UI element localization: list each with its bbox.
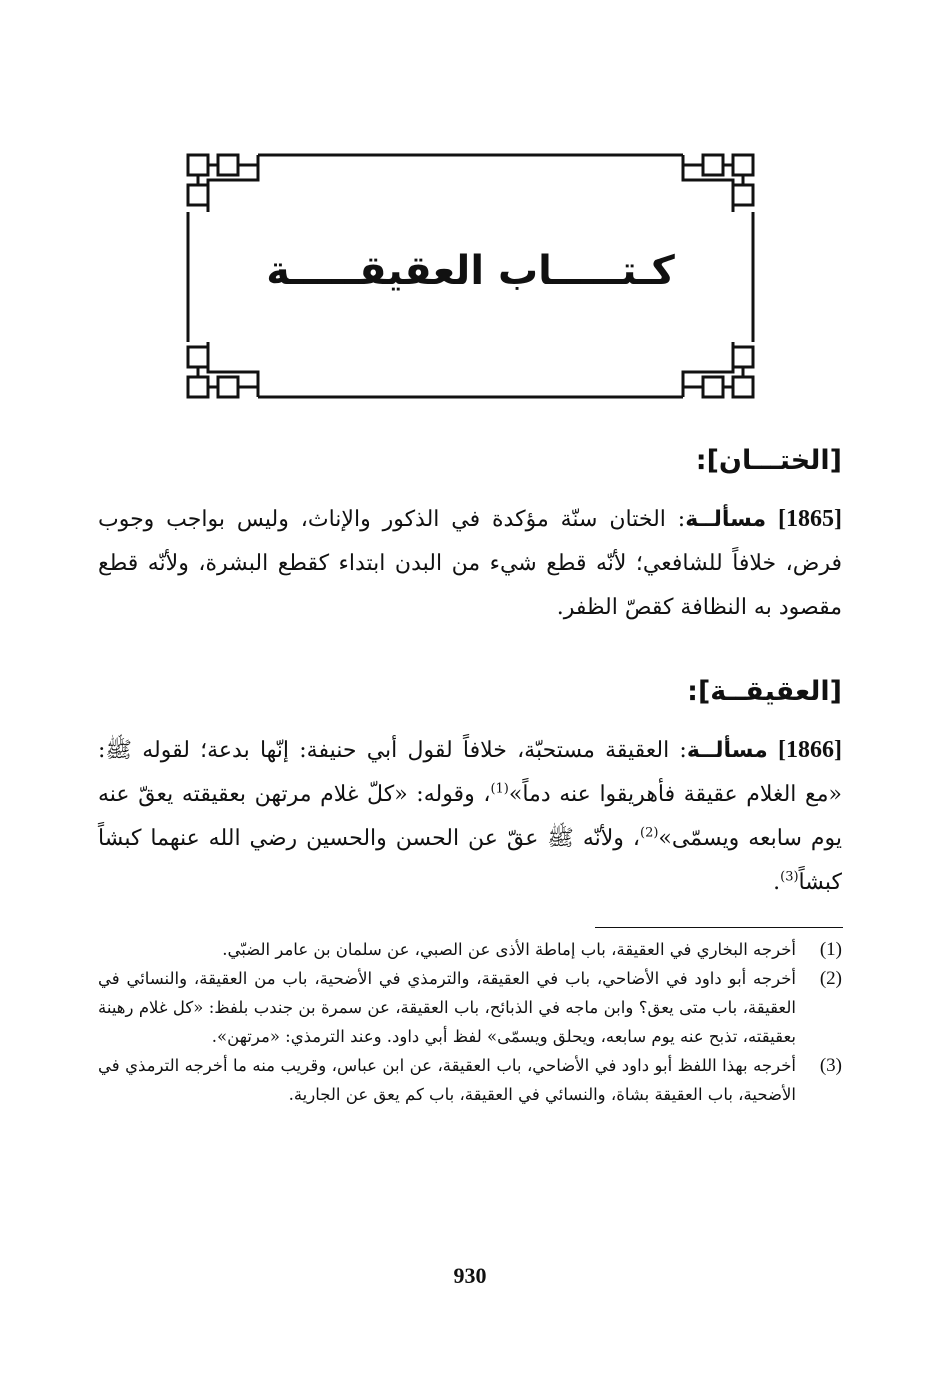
section-heading-circumcision: [الختـــان]: [695,445,842,476]
issue-keyword: مسألــة [686,738,768,763]
issue-keyword: مسألــة [685,507,767,532]
footnote-text: أخرجه بهذا اللفظ أبو داود في الأضاحي، باب العقيقة، عن ابن عباس، وقريب منه ما أخرجه الترمذي في الأضحية، باب العقيقة بشاة، والنسائي في العقيقة، باب كم يعق عن الجارية. [98,1056,796,1104]
footnote-item [98,935,842,964]
footnote-text: أخرجه أبو داود في الأضاحي، باب في العقيقة، والترمذي في الأضحية، باب من العقيقة، والنسائي في العقيقة، باب متى يعق؟ وابن ماجه في الذبائح، باب العقيقة، عن سمرة بن جندب بلفظ: «كل غلام رهينة بعقيقته، تذبح عنه يوم سابعه، ويحلق ويسمّى» لفظ أبي داود. وعند الترمذي: «مرتهن». [98,969,796,1046]
paragraph-1865 [98,497,842,630]
paragraph-text: : الختان سنّة مؤكدة في الذكور والإناث، وليس بواجب وجوب فرض، خلافاً للشافعي؛ لأنّه قطع شيء من البدن ابتداء كقطع البشرة، ولأنّه قطع مقصود به النظافة كقصّ الظفر. [98,507,842,620]
footnote-marker: (3) [819,1055,842,1076]
footnote-marker: (1) [819,939,842,960]
footnote-item [98,964,842,1051]
issue-number: [1866] [778,737,842,763]
paragraph-text: . [773,870,781,895]
paragraph-text: : العقيقة مستحبّة، خلافاً لقول أبي حنيفة: إنّها بدعة؛ لقوله ﷺ: «مع الغلام عقيقة فأهريقوا عنه دماً» [98,738,842,807]
paragraph-text: ، وقوله: «كلّ غلام مرتهن بعقيقته يعقّ عنه يوم سابعه ويسمّى» [98,782,842,851]
footnotes [98,935,842,1109]
footnote-item [98,1051,842,1109]
chapter-title: كـتـــــاب العقيقـــــة [266,248,675,294]
footnote-ref-2: (2) [639,825,659,841]
paragraph-text: ، ولأنّه ﷺ عقّ عن الحسن والحسين رضي الله عنهما كبشاً كبشاً [98,826,842,895]
section-heading-aqiqah: [العقيقــة]: [687,676,842,707]
footnote-marker: (2) [819,968,842,989]
chapter-title-frame [183,150,758,402]
footnote-ref-1: (1) [490,781,509,797]
footnote-ref-3: (3) [780,869,799,885]
page-number: 930 [453,1263,487,1288]
footnote-text: أخرجه البخاري في العقيقة، باب إماطة الأذى عن الصبي، عن سلمان بن عامر الضبّي. [222,940,796,959]
issue-number: [1865] [778,506,842,532]
footnote-separator [595,927,843,928]
paragraph-1866 [98,728,842,905]
